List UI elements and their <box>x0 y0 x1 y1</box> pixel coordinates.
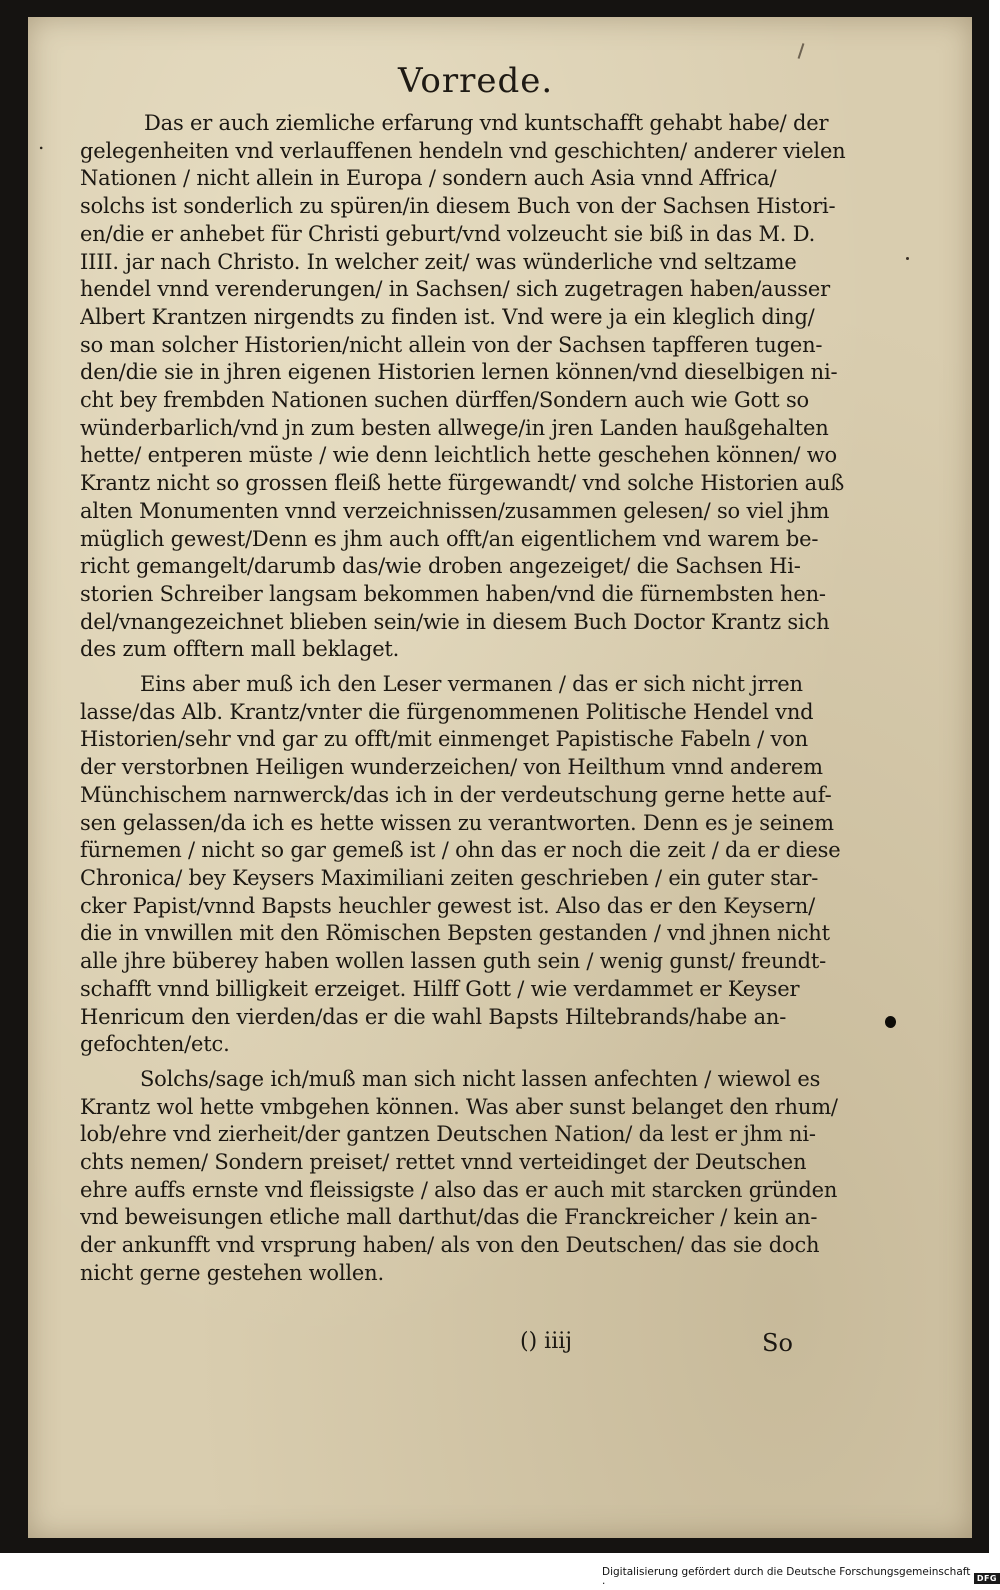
text-line: alle jhre büberey haben wollen lassen guth sein / wenig gunst/ freundt- <box>80 949 827 974</box>
text-line: Nationen / nicht allein in Europa / sondern auch Asia vnnd Affrica/ <box>80 166 777 191</box>
text-line: nicht gerne gestehen wollen. <box>80 1260 384 1285</box>
signature-mark: () iiij <box>520 1329 573 1354</box>
page-heading: Vorrede. <box>398 61 554 101</box>
text-line: wünderbarlich/vnd jn zum besten allwege/in jren Landen haußgehalten <box>80 415 829 440</box>
text-line: lob/ehre vnd zierheit/der gantzen Deutschen Nation/ da lest er jhm ni- <box>80 1122 816 1147</box>
text-line: der verstorbnen Heiligen wunderzeichen/ von Heilthum vnnd anderem <box>80 755 823 780</box>
text-line: solchs ist sonderlich zu spüren/in diesem Buch von der Sachsen Histori- <box>80 194 836 219</box>
ink-dot <box>885 1016 896 1028</box>
text-line: fürnemen / nicht so gar gemeß ist / ohn das er noch die zeit / da er diese <box>80 838 841 863</box>
text-line: den/die sie in jhren eigenen Historien lernen können/vnd dieselbigen ni- <box>80 360 838 385</box>
text-line: Henricum den vierden/das er die wahl Bapsts Hiltebrands/habe an- <box>80 1004 787 1029</box>
margin-mark: . <box>38 130 45 154</box>
text-line: Historien/sehr vnd gar zu offt/mit einmenget Papistische Fabeln / von <box>80 727 808 752</box>
paragraph-3 <box>80 1066 846 1288</box>
text-line: richt gemangelt/darumb das/wie droben angezeiget/ die Sachsen Hi- <box>80 554 801 579</box>
text-line: Albert Krantzen nirgendts zu finden ist. Vnd were ja ein kleglich ding/ <box>80 304 815 329</box>
text-line: ehre auffs ernste vnd fleissigste / also das er auch mit starcken gründen <box>80 1177 838 1202</box>
text-line: vnd beweisungen etliche mall darthut/das die Franckreicher / kein an- <box>80 1205 818 1230</box>
text-line: die in vnwillen mit den Römischen Bepsten gestanden / vnd jhnen nicht <box>80 921 830 946</box>
text-line: en/die er anhebet für Christi geburt/vnd volzeucht sie biß in das M. D. <box>80 221 816 246</box>
text-line: gefochten/etc. <box>80 1032 230 1057</box>
text-line: chts nemen/ Sondern preiset/ rettet vnnd verteidinget der Deutschen <box>80 1150 807 1175</box>
text-line: Eins aber muß ich den Leser vermanen / das er sich nicht jrren <box>140 672 803 697</box>
text-line: des zum offtern mall beklaget. <box>80 637 400 662</box>
catchword: So <box>762 1329 793 1357</box>
text-line: sen gelassen/da ich es hette wissen zu verantworten. Denn es je seinem <box>80 810 834 835</box>
margin-tick <box>798 43 805 59</box>
text-line: Chronica/ bey Keysers Maximiliani zeiten geschrieben / ein guter star- <box>80 865 819 890</box>
text-line: del/vnangezeichnet blieben sein/wie in diesem Buch Doctor Krantz sich <box>80 609 830 634</box>
text-line: der ankunfft vnd vrsprung haben/ als von den Deutschen/ das sie doch <box>80 1233 820 1258</box>
paragraph-1 <box>80 110 846 664</box>
text-line: IIII. jar nach Christo. In welcher zeit/ was wünderliche vnd seltzame <box>80 249 797 274</box>
text-line: Das er auch ziemliche erfarung vnd kuntschafft gehabt habe/ der <box>144 111 829 135</box>
text-line: schafft vnnd billigkeit erzeiget. Hilff Gott / wie verdammet er Keyser <box>80 976 800 1001</box>
text-line: alten Monumenten vnnd verzeichnissen/zusammen gelesen/ so viel jhm <box>80 498 830 523</box>
text-line: müglich gewest/Denn es jhm auch offt/an eigentlichem vnd warem be- <box>80 526 819 551</box>
text-line: gelegenheiten vnd verlauffenen hendeln vnd geschichten/ anderer vielen <box>80 138 846 163</box>
text-line: Münchischem narnwerck/das ich in der verdeutschung gerne hette auf- <box>80 782 832 807</box>
book-page <box>28 17 972 1538</box>
text-line: Krantz nicht so grossen fleiß hette fürgewandt/ vnd solche Historien auß <box>80 471 845 496</box>
text-line: hette/ entperen müste / wie denn leichtlich hette geschehen können/ wo <box>80 443 838 468</box>
dfg-logo-icon: DFG <box>974 1573 1000 1584</box>
text-line: lasse/das Alb. Krantz/vnter die fürgenommenen Politische Hendel vnd <box>80 699 814 724</box>
text-line: Solchs/sage ich/muß man sich nicht lassen anfechten / wiewol es <box>140 1066 821 1091</box>
text-body <box>80 110 846 1295</box>
text-line: hendel vnnd verenderungen/ in Sachsen/ sich zugetragen haben/ausser <box>80 277 830 302</box>
paragraph-2 <box>80 671 846 1059</box>
text-line: cker Papist/vnnd Bapsts heuchler gewest ist. Also das er den Keysern/ <box>80 893 816 918</box>
footer-credit <box>602 1566 1000 1590</box>
text-line: Krantz wol hette vmbgehen können. Was aber sunst belanget den rhum/ <box>80 1094 838 1119</box>
footer-credit-text: Digitalisierung gefördert durch die Deutsche Forschungsgemeinschaft · <box>602 1566 971 1590</box>
ink-speck <box>906 257 909 260</box>
text-line: so man solcher Historien/nicht allein von der Sachsen tapfferen tugen- <box>80 332 823 357</box>
text-line: cht bey frembden Nationen suchen dürffen/Sondern auch wie Gott so <box>80 388 809 413</box>
text-line: storien Schreiber langsam bekommen haben/vnd die fürnembsten hen- <box>80 581 826 606</box>
